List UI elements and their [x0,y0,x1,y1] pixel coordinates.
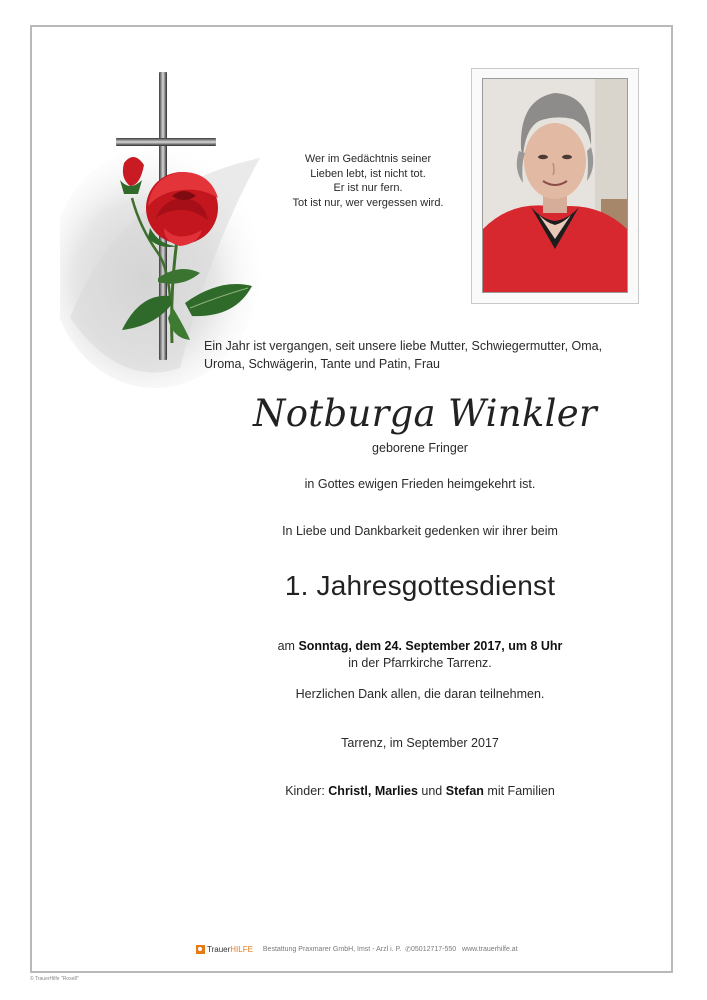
family-suffix: mit Familien [487,784,555,798]
quote-line: Wer im Gedächtnis seiner [304,153,432,165]
family-and: und [421,784,443,798]
quote-line: Lieben lebt, ist nicht tot. [310,167,426,180]
remember-text: In Liebe und Dankbarkeit gedenken wir ihrer beim [282,524,558,538]
deceased-name: Notburga Winkler [253,392,597,435]
memorial-quote [248,152,488,210]
trauerhilfe-logo-icon [196,945,205,954]
date-prefix: am [277,639,295,653]
place-date: Tarrenz, im September 2017 [341,736,499,750]
footer [196,945,526,957]
thanks-text: Herzlichen Dank allen, die daran teilnehmen. [295,687,545,701]
service-location: in der Pfarrkirche Tarrenz. [348,656,492,670]
intro-line-1: Ein Jahr ist vergangen, seit unsere liebe Mutter, Schwiegermutter, Oma, [204,339,603,353]
quote-line: Er ist nur fern. [333,182,403,194]
family-line [150,784,690,798]
footer-website[interactable]: www.trauerhilfe.at [462,946,518,953]
intro-line-2: Uroma, Schwägerin, Tante und Patin, Frau [204,356,441,371]
portrait-photo [482,78,628,293]
service-title: 1. Jahresgottesdienst [284,570,556,601]
portrait-frame [471,68,639,304]
service-date [150,639,690,653]
footer-company: Bestattung Praxmarer GmbH, Imst - Arzl i. P. [262,946,402,953]
intro-text [204,338,650,373]
brand-part2: HILFE [230,945,253,954]
brand-part1: Trauer [207,945,231,954]
family-label: Kinder: [285,784,325,798]
date-bold: Sonntag, dem 24. September 2017, um 8 Uhr [298,639,563,653]
family-names: Christl, Marlies [328,784,418,798]
image-credit: © TrauerHilfe "Rose8" [30,976,79,982]
family-name-last: Stefan [445,784,484,798]
passed-text: in Gottes ewigen Frieden heimgekehrt ist. [304,477,536,491]
phone-icon: ✆ [405,946,412,954]
birth-name: geborene Fringer [372,441,468,455]
footer-phone: 05012717-550 [411,946,457,953]
quote-line: Tot ist nur, wer vergessen wird. [292,196,444,209]
